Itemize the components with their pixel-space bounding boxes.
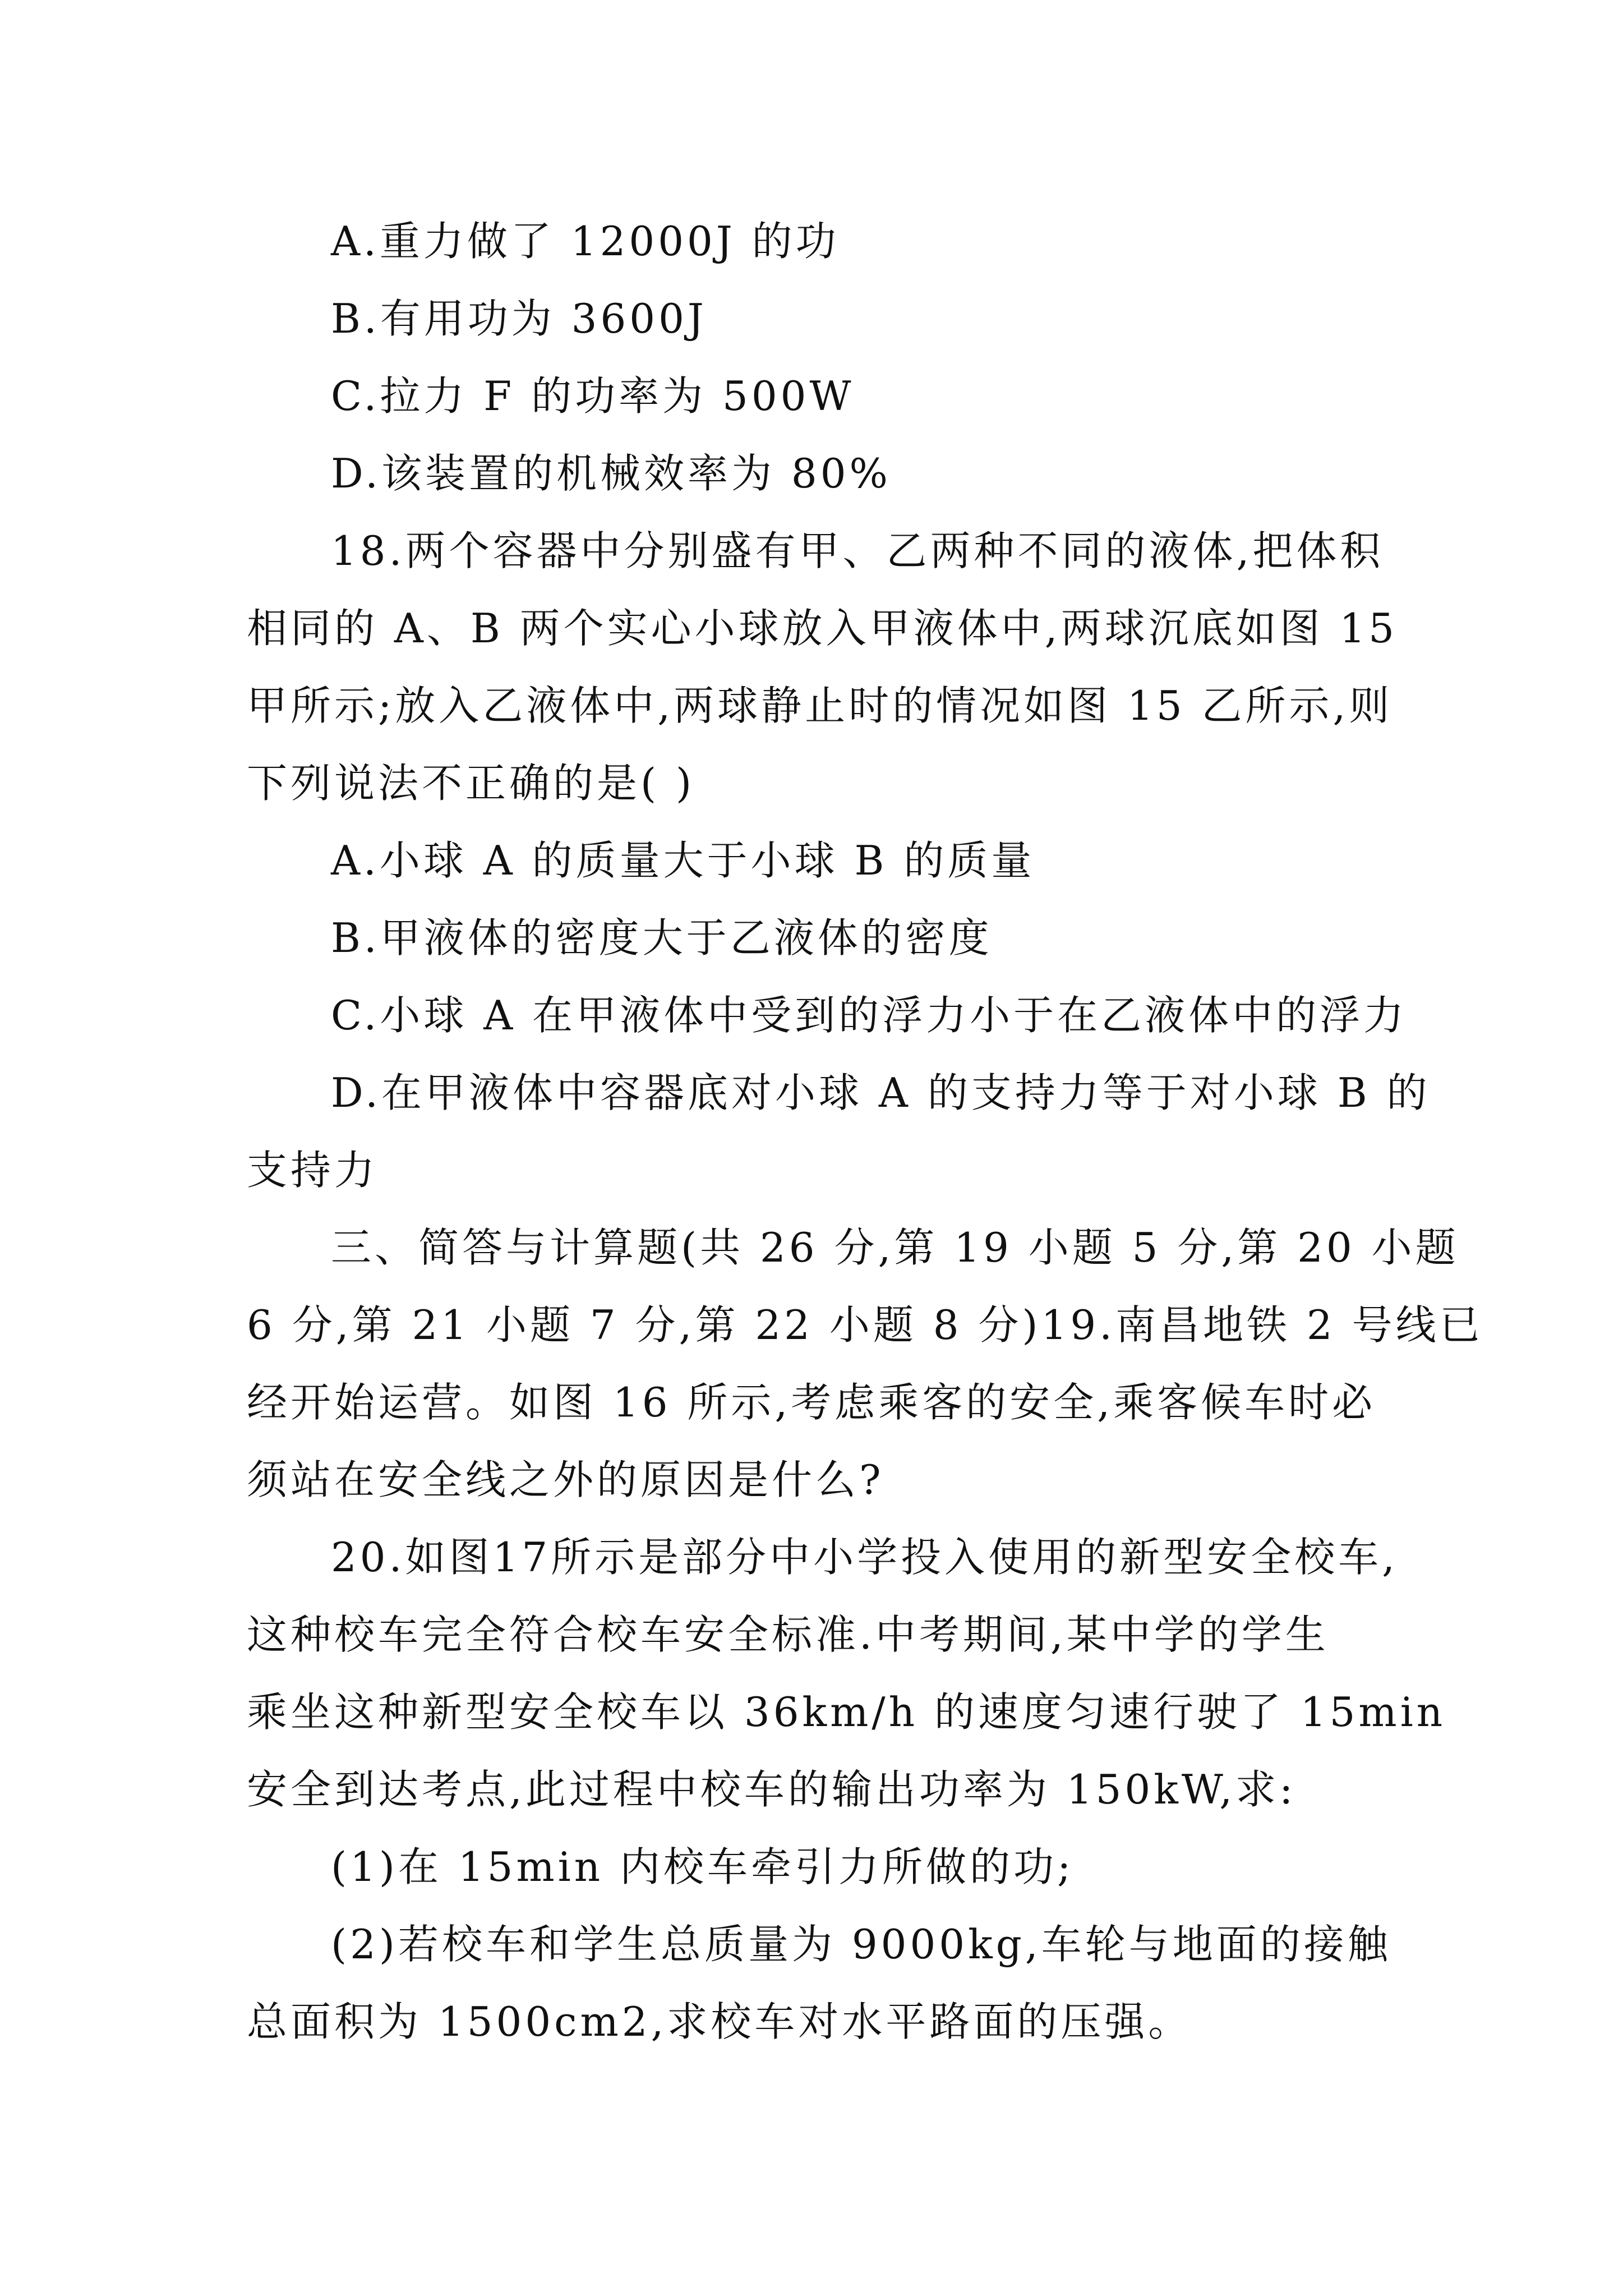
- q20-part-2: (2)若校车和学生总质量为 9000kg,车轮与地面的接触: [331, 1921, 1391, 1968]
- section3-line: 须站在安全线之外的原因是什么?: [247, 1456, 884, 1503]
- q17-option-b: B.有用功为 3600J: [331, 295, 707, 342]
- q18-stem-line: 相同的 A、B 两个实心小球放入甲液体中,两球沉底如图 15: [247, 605, 1398, 652]
- q18-stem-line: 甲所示;放入乙液体中,两球静止时的情况如图 15 乙所示,则: [247, 682, 1393, 729]
- q18-option-c: C.小球 A 在甲液体中受到的浮力小于在乙液体中的浮力: [331, 992, 1408, 1039]
- section3-line: 三、简答与计算题(共 26 分,第 19 小题 5 分,第 20 小题: [331, 1224, 1459, 1271]
- q20-stem-line: 安全到达考点,此过程中校车的输出功率为 150kW,求:: [247, 1766, 1297, 1813]
- q18-option-d-cont: 支持力: [247, 1147, 379, 1194]
- q18-option-b: B.甲液体的密度大于乙液体的密度: [331, 914, 993, 961]
- q17-option-c: C.拉力 F 的功率为 500W: [331, 372, 855, 420]
- q18-stem-line: 下列说法不正确的是( ): [247, 760, 695, 807]
- section3-line: 6 分,第 21 小题 7 分,第 22 小题 8 分)19.南昌地铁 2 号线已: [247, 1301, 1483, 1349]
- q20-part-1: (1)在 15min 内校车牵引力所做的功;: [331, 1843, 1075, 1890]
- q18-stem-line: 18.两个容器中分别盛有甲、乙两种不同的液体,把体积: [331, 527, 1384, 574]
- q18-option-d: D.在甲液体中容器底对小球 A 的支持力等于对小球 B 的: [331, 1069, 1431, 1116]
- q20-stem-line: 乘坐这种新型安全校车以 36km/h 的速度匀速行驶了 15min: [247, 1688, 1446, 1736]
- q17-option-d: D.该装置的机械效率为 80%: [331, 450, 891, 497]
- q17-option-a: A.重力做了 12000J 的功: [331, 218, 840, 265]
- q18-option-a: A.小球 A 的质量大于小球 B 的质量: [331, 837, 1035, 884]
- q20-stem-line: 这种校车完全符合校车安全标准.中考期间,某中学的学生: [247, 1611, 1329, 1658]
- section3-line: 经开始运营。如图 16 所示,考虑乘客的安全,乘客候车时必: [247, 1379, 1376, 1426]
- q20-part-2-cont: 总面积为 1500cm2,求校车对水平路面的压强。: [247, 1998, 1192, 2045]
- q20-stem-line: 20.如图17所示是部分中小学投入使用的新型安全校车,: [331, 1534, 1399, 1581]
